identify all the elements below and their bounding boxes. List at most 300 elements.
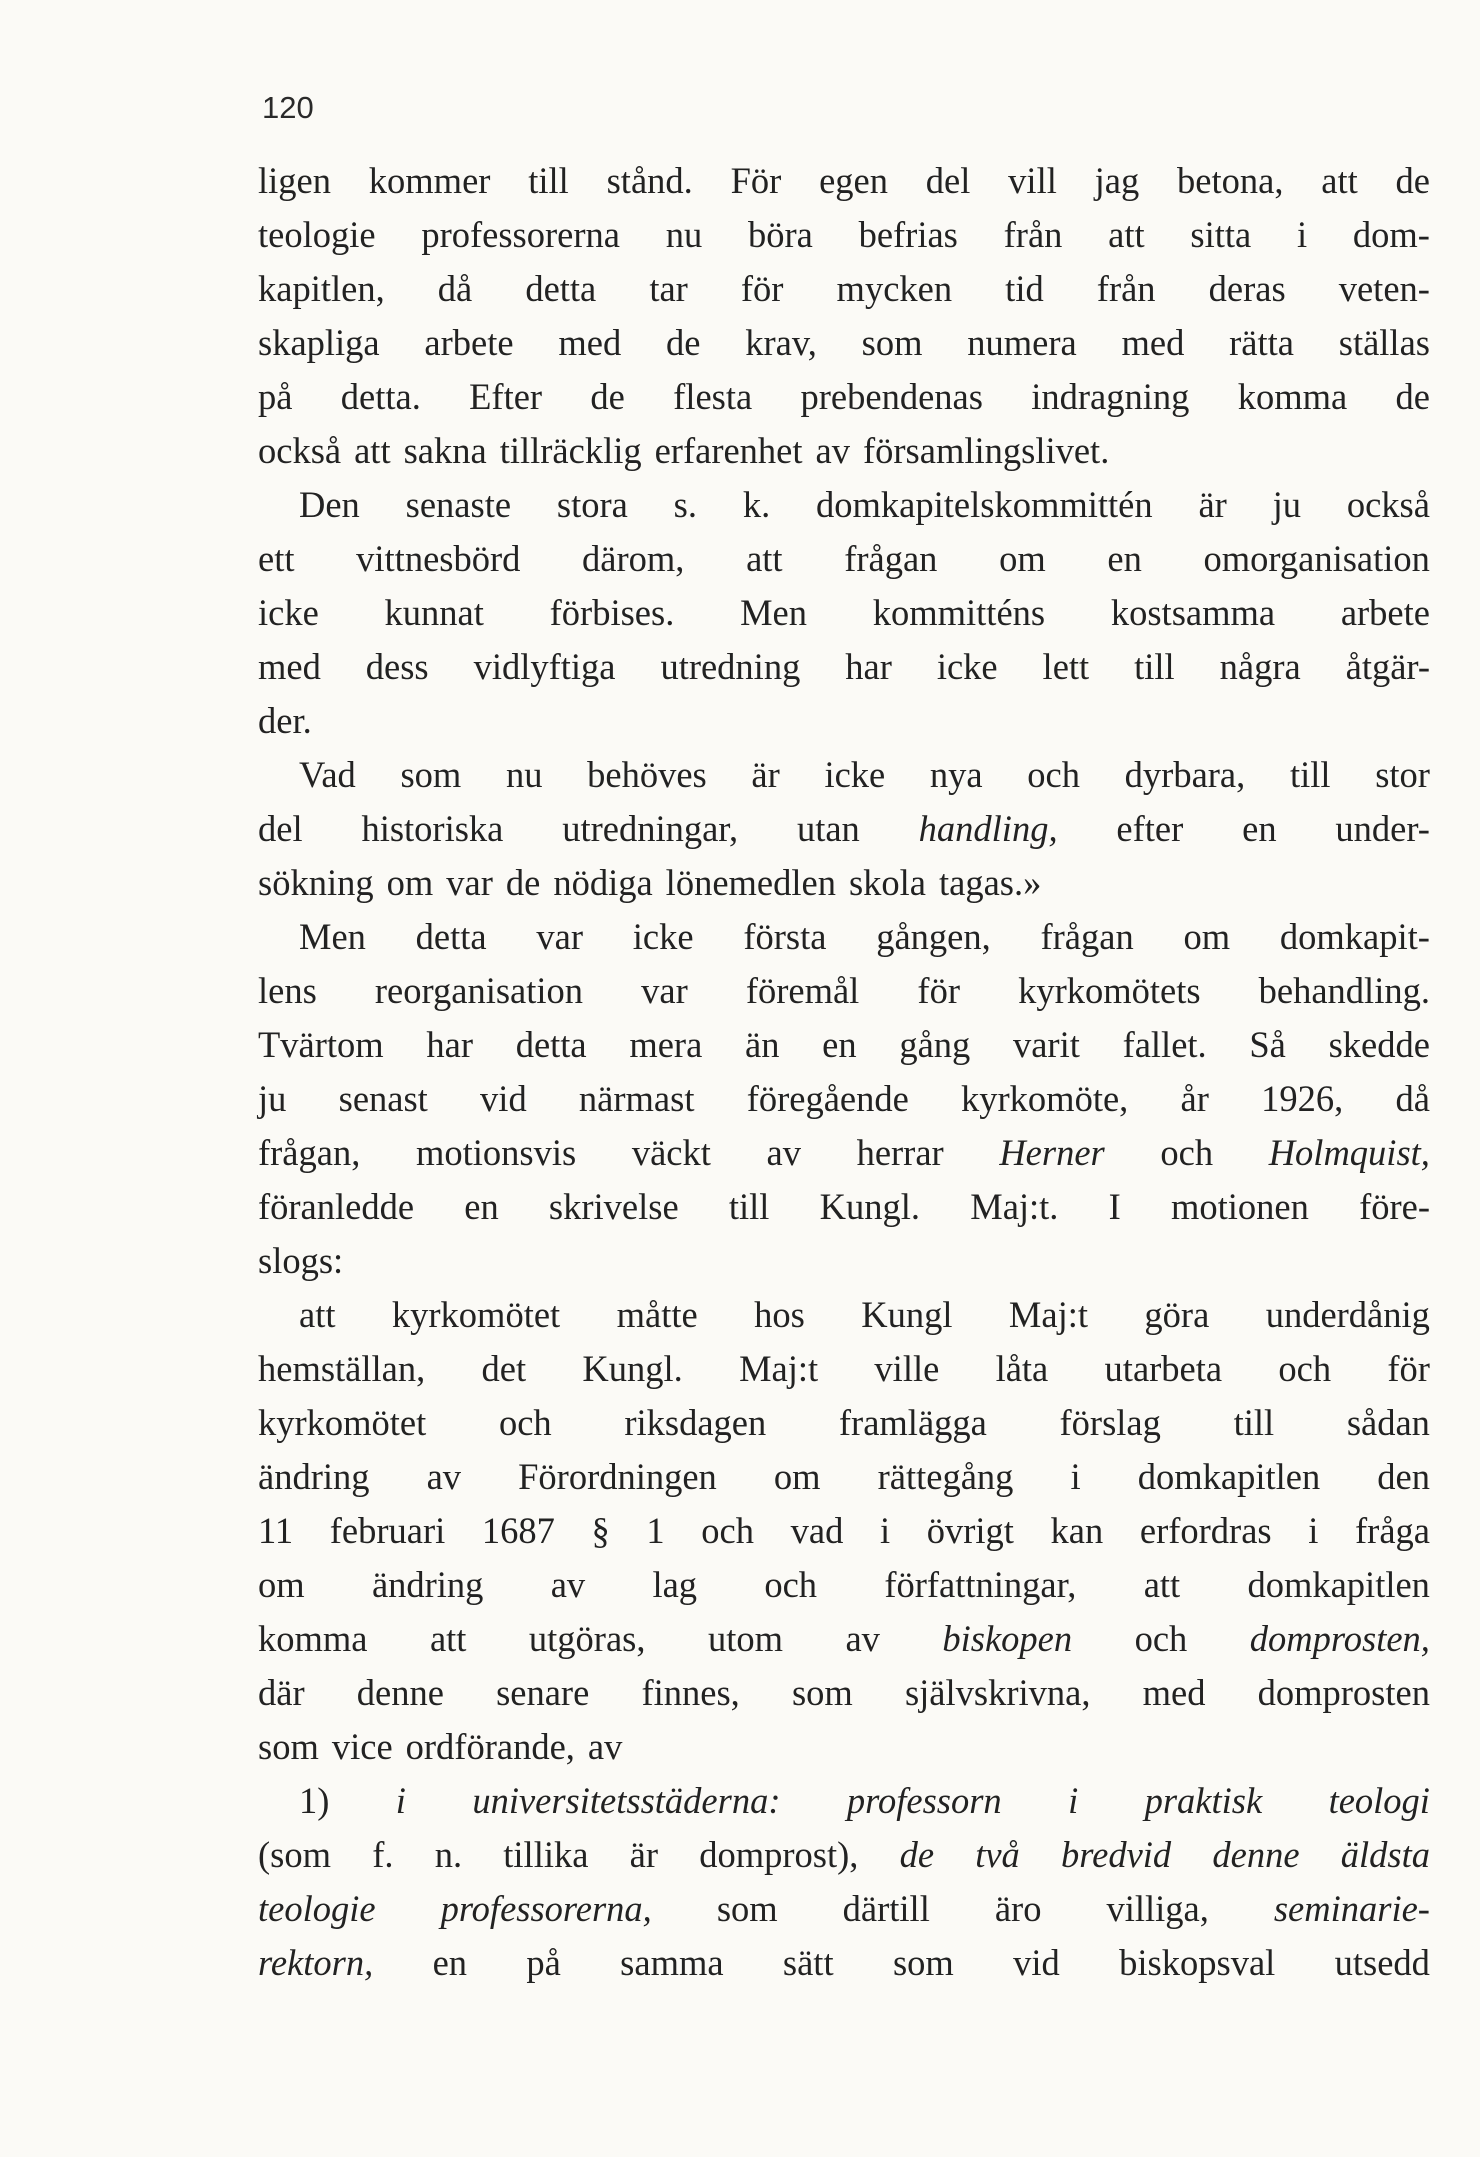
word: jag <box>1094 160 1140 201</box>
word: att <box>1108 214 1145 255</box>
word: reorganisation <box>374 970 584 1011</box>
word: riksdagen <box>624 1402 767 1443</box>
word: icke <box>632 916 694 957</box>
word: att <box>354 430 391 471</box>
word: på <box>526 1942 561 1983</box>
word: som <box>716 1888 778 1929</box>
word: hemställan, <box>258 1348 426 1389</box>
word: kostsamma <box>1110 592 1276 633</box>
word: ju <box>258 1078 287 1119</box>
word: biskopsval <box>1119 1942 1276 1983</box>
word: Maj:t <box>1008 1294 1088 1335</box>
word: indragning <box>1031 376 1190 417</box>
word: 1926, <box>1261 1078 1344 1119</box>
italic-word: praktisk <box>1144 1780 1263 1821</box>
word: komma <box>1237 376 1348 417</box>
word: ändring <box>258 1456 370 1497</box>
word: som <box>258 1726 319 1767</box>
word: självskrivna, <box>904 1672 1091 1713</box>
word: deras <box>1208 268 1286 309</box>
word: detta. <box>340 376 421 417</box>
word: För <box>730 160 782 201</box>
word: böra <box>747 214 813 255</box>
word: också <box>258 430 342 471</box>
word: kyrkomötet <box>391 1294 561 1335</box>
word: första <box>743 916 827 957</box>
word: vad <box>790 1510 844 1551</box>
word: är <box>751 754 780 795</box>
text-line <box>258 532 1430 586</box>
word: skedde <box>1328 1024 1430 1065</box>
word: av <box>587 1726 623 1767</box>
word: frågan <box>1040 916 1134 957</box>
word: omorganisation <box>1203 538 1430 579</box>
word: utan <box>796 808 860 849</box>
word: erfordras <box>1139 1510 1272 1551</box>
text-line <box>258 1828 1430 1882</box>
word: erfarenhet <box>654 430 803 471</box>
word: till <box>728 1186 770 1227</box>
text-line <box>258 856 1430 910</box>
italic-word: professorn <box>846 1780 1002 1821</box>
word: och <box>498 1402 552 1443</box>
word: att <box>746 538 783 579</box>
word: åtgär- <box>1345 646 1430 687</box>
word: och <box>1278 1348 1332 1389</box>
word: år <box>1180 1078 1209 1119</box>
word: efter <box>1116 808 1184 849</box>
word: senaste <box>405 484 512 525</box>
word: och <box>764 1564 818 1605</box>
word: till <box>1289 754 1331 795</box>
word: på <box>258 376 293 417</box>
word: I <box>1108 1186 1121 1227</box>
word: som <box>892 1942 954 1983</box>
text-line <box>258 694 1430 748</box>
word: Kungl. <box>582 1348 683 1389</box>
word: mera <box>629 1024 703 1065</box>
word: under- <box>1335 808 1430 849</box>
word: de <box>1395 376 1430 417</box>
word: nu <box>665 214 703 255</box>
word: 1687 <box>481 1510 555 1551</box>
word: och <box>1160 1132 1214 1173</box>
word: icke <box>824 754 886 795</box>
word: därom, <box>582 538 685 579</box>
word: föregående <box>746 1078 909 1119</box>
text-line <box>258 370 1430 424</box>
word: en <box>822 1024 857 1065</box>
word: mycken <box>836 268 953 309</box>
word: tar <box>649 268 688 309</box>
word: herrar <box>856 1132 944 1173</box>
word: har <box>426 1024 473 1065</box>
word: hos <box>754 1294 805 1335</box>
italic-word: rektorn, <box>258 1942 374 1983</box>
word: de <box>1395 160 1430 201</box>
word: för <box>917 970 960 1011</box>
word: vidlyftiga <box>473 646 616 687</box>
word: Förordningen <box>518 1456 717 1497</box>
word: en <box>1242 808 1277 849</box>
word: fråga <box>1355 1510 1430 1551</box>
word: med <box>558 322 622 363</box>
word: ändring <box>371 1564 484 1605</box>
word: ligen <box>258 160 331 201</box>
word: 1) <box>299 1780 330 1821</box>
word: februari <box>329 1510 446 1551</box>
word: tillika <box>503 1834 589 1875</box>
word: dom- <box>1352 214 1430 255</box>
text-line <box>258 154 1430 208</box>
word: till <box>1134 646 1175 687</box>
text-line <box>258 1558 1430 1612</box>
word: i <box>1308 1510 1319 1551</box>
body-text <box>258 154 1430 1990</box>
word: till <box>528 160 569 201</box>
word: i <box>1296 214 1308 255</box>
word: det <box>481 1348 527 1389</box>
word: kyrkomötet <box>258 1402 427 1443</box>
word: 11 <box>258 1510 294 1551</box>
text-line <box>258 1018 1430 1072</box>
word: kunnat <box>384 592 484 633</box>
text-line <box>258 478 1430 532</box>
text-line <box>258 910 1430 964</box>
text-line <box>258 586 1430 640</box>
word: f. <box>372 1834 394 1875</box>
word: till <box>1233 1402 1275 1443</box>
text-line <box>258 1126 1430 1180</box>
word: professorerna <box>421 214 620 255</box>
word: där <box>258 1672 305 1713</box>
word: äro <box>994 1888 1042 1929</box>
word: nu <box>505 754 543 795</box>
word: måtte <box>616 1294 698 1335</box>
word: föranledde <box>258 1186 415 1227</box>
word: stor <box>1375 754 1430 795</box>
word: s. <box>673 484 697 525</box>
text-line <box>258 1396 1430 1450</box>
word: dess <box>365 646 429 687</box>
word: då <box>437 268 473 309</box>
word: de <box>505 862 541 903</box>
word: då <box>1395 1078 1430 1119</box>
word: kyrkomöte, <box>961 1078 1129 1119</box>
word: och <box>701 1510 754 1551</box>
word: i <box>879 1510 891 1551</box>
italic-word: Herner <box>999 1132 1105 1173</box>
text-line <box>258 1180 1430 1234</box>
word: ville <box>874 1348 940 1389</box>
italic-word: denne <box>1212 1834 1300 1875</box>
word: rättegång <box>877 1456 1014 1497</box>
italic-word: de <box>899 1834 935 1875</box>
word: en <box>432 1942 468 1983</box>
word: utredning <box>660 646 801 687</box>
word: skapliga <box>258 322 380 363</box>
word: motionen <box>1171 1186 1309 1227</box>
word: övrigt <box>926 1510 1014 1551</box>
word: stånd. <box>606 160 693 201</box>
text-line <box>258 802 1430 856</box>
word: icke <box>258 592 319 633</box>
italic-word: bredvid <box>1061 1834 1172 1875</box>
word: samma <box>620 1942 724 1983</box>
word: utgöras, <box>528 1618 646 1659</box>
word: senast <box>338 1078 428 1119</box>
word: Kungl. <box>819 1186 921 1227</box>
word: om <box>386 862 434 903</box>
word: som <box>400 754 462 795</box>
word: rätta <box>1229 322 1294 363</box>
word: en <box>1107 538 1142 579</box>
word: de <box>590 376 625 417</box>
word: denne <box>356 1672 444 1713</box>
word: Men <box>740 592 807 633</box>
word: dyrbara, <box>1124 754 1246 795</box>
word: är <box>1198 484 1227 525</box>
word: lönemedlen <box>665 862 836 903</box>
word: utarbeta <box>1104 1348 1223 1389</box>
word: med <box>1142 1672 1206 1713</box>
text-line <box>258 1342 1430 1396</box>
word: och <box>1027 754 1080 795</box>
word: frågan <box>844 538 938 579</box>
word: att <box>1143 1564 1181 1605</box>
text-line <box>258 262 1430 316</box>
text-line <box>258 1450 1430 1504</box>
word: förbises. <box>549 592 675 633</box>
word: har <box>845 646 892 687</box>
italic-word: seminarie- <box>1273 1888 1430 1929</box>
text-line <box>258 424 1430 478</box>
word: Maj:t <box>739 1348 819 1389</box>
word: krav, <box>745 322 817 363</box>
word: utredningar, <box>562 808 739 849</box>
word: nödiga <box>553 862 653 903</box>
word: kommer <box>368 160 491 201</box>
word: Så <box>1249 1024 1286 1065</box>
word: detta <box>415 916 487 957</box>
word: varit <box>1012 1024 1080 1065</box>
word: ju <box>1272 484 1302 525</box>
word: domprosten <box>1257 1672 1430 1713</box>
word: också <box>1346 484 1430 525</box>
word: om <box>1183 916 1231 957</box>
word: gången, <box>876 916 991 957</box>
word: arbete <box>424 322 514 363</box>
word: underdånig <box>1265 1294 1430 1335</box>
text-line <box>258 1720 1430 1774</box>
word: del <box>258 808 303 849</box>
word: församlingslivet. <box>862 430 1110 471</box>
word: sätt <box>782 1942 834 1983</box>
word: närmast <box>578 1078 695 1119</box>
word: om <box>999 538 1046 579</box>
word: villiga, <box>1106 1888 1209 1929</box>
word: om <box>773 1456 821 1497</box>
italic-word: domprosten, <box>1249 1618 1430 1659</box>
italic-word: handling, <box>918 808 1058 849</box>
italic-word: biskopen <box>942 1618 1073 1659</box>
word: av <box>766 1132 801 1173</box>
text-line <box>258 1774 1430 1828</box>
word: vid <box>480 1078 527 1119</box>
word: detta <box>525 268 597 309</box>
word: vice <box>331 1726 393 1767</box>
word: från <box>1096 268 1156 309</box>
word: om <box>258 1564 305 1605</box>
word: skrivelse <box>548 1186 679 1227</box>
italic-word: äldsta <box>1340 1834 1430 1875</box>
word: författningar, <box>884 1564 1077 1605</box>
word: utom <box>707 1618 783 1659</box>
word: tid <box>1005 268 1044 309</box>
word: som <box>791 1672 853 1713</box>
word: än <box>745 1024 780 1065</box>
word: detta <box>515 1024 587 1065</box>
word: var <box>446 862 493 903</box>
italic-word: professorerna, <box>440 1888 652 1929</box>
word: med <box>258 646 321 687</box>
word: var <box>536 916 583 957</box>
word: slogs: <box>258 1240 344 1281</box>
word: befrias <box>858 214 958 255</box>
word: Vad <box>299 754 356 795</box>
word: veten- <box>1338 268 1430 309</box>
word: § <box>591 1510 610 1551</box>
italic-word: teologi <box>1328 1780 1430 1821</box>
word: var <box>641 970 688 1011</box>
word: Kungl <box>861 1294 953 1335</box>
word: 1 <box>646 1510 665 1551</box>
italic-word: i <box>395 1780 406 1821</box>
word: skola <box>848 862 926 903</box>
word: prebendenas <box>800 376 983 417</box>
word: nya <box>929 754 983 795</box>
word: ett <box>258 538 295 579</box>
word: Efter <box>469 376 543 417</box>
text-line <box>258 208 1430 262</box>
word: lag <box>652 1564 698 1605</box>
text-line <box>258 748 1430 802</box>
word: arbete <box>1340 592 1430 633</box>
word: domkapit- <box>1279 916 1430 957</box>
word: finnes, <box>641 1672 740 1713</box>
word: av <box>815 430 850 471</box>
word: teologie <box>258 214 376 255</box>
word: stora <box>556 484 628 525</box>
word: Tvärtom <box>258 1024 384 1065</box>
word: Maj:t. <box>970 1186 1059 1227</box>
text-line <box>258 1612 1430 1666</box>
word: vid <box>1013 1942 1060 1983</box>
word: tillräcklig <box>499 430 642 471</box>
word: domkapitelskommittén <box>816 484 1153 525</box>
word: en <box>464 1186 499 1227</box>
word: som <box>861 322 923 363</box>
word: (som <box>258 1834 331 1875</box>
word: av <box>426 1456 462 1497</box>
word: tagas.» <box>939 862 1042 903</box>
word: betona, <box>1177 160 1284 201</box>
page-number: 120 <box>262 90 314 125</box>
word: för <box>740 268 784 309</box>
word: att <box>429 1618 467 1659</box>
word: och <box>1134 1618 1188 1659</box>
word: ställas <box>1338 322 1430 363</box>
italic-word: Holmquist, <box>1268 1132 1430 1173</box>
word: sakna <box>403 430 487 471</box>
text-line <box>258 1666 1430 1720</box>
italic-word: universitetsstäderna: <box>472 1780 781 1821</box>
word: historiska <box>361 808 504 849</box>
word: vittnesbörd <box>356 538 521 579</box>
italic-word: i <box>1068 1780 1079 1821</box>
word: kan <box>1050 1510 1104 1551</box>
word: lens <box>258 970 317 1011</box>
text-line <box>258 1882 1430 1936</box>
word: från <box>1003 214 1063 255</box>
word: k. <box>742 484 771 525</box>
word: komma <box>258 1618 368 1659</box>
word: kyrkomötets <box>1018 970 1201 1011</box>
text-line <box>258 1234 1430 1288</box>
word: därtill <box>842 1888 930 1929</box>
text-line <box>258 1504 1430 1558</box>
text-line <box>258 1936 1430 1990</box>
word: att <box>299 1294 336 1335</box>
word: behandling. <box>1258 970 1430 1011</box>
word: är <box>629 1834 658 1875</box>
word: i <box>1070 1456 1081 1497</box>
italic-word: teologie <box>258 1888 376 1929</box>
word: med <box>1121 322 1185 363</box>
word: göra <box>1144 1294 1210 1335</box>
word: domkapitlen <box>1137 1456 1321 1497</box>
word: gång <box>899 1024 971 1065</box>
word: utsedd <box>1334 1942 1430 1983</box>
text-line <box>258 1072 1430 1126</box>
word: der. <box>258 700 312 741</box>
word: senare <box>496 1672 590 1713</box>
word: icke <box>936 646 998 687</box>
text-line <box>258 640 1430 694</box>
word: sådan <box>1346 1402 1430 1443</box>
word: egen <box>819 160 888 201</box>
word: framlägga <box>838 1402 987 1443</box>
word: frågan, <box>258 1132 361 1173</box>
word: kapitlen, <box>258 268 385 309</box>
word: numera <box>967 322 1077 363</box>
word: domkapitlen <box>1247 1564 1430 1605</box>
word: ordförande, <box>405 1726 575 1767</box>
word: sitta <box>1190 214 1252 255</box>
word: av <box>550 1564 586 1605</box>
word: föremål <box>745 970 860 1011</box>
word: låta <box>995 1348 1049 1389</box>
word: fallet. <box>1122 1024 1207 1065</box>
word: av <box>845 1618 880 1659</box>
word: väckt <box>631 1132 711 1173</box>
word: före- <box>1359 1186 1430 1227</box>
word: Den <box>299 484 360 525</box>
word: n. <box>434 1834 463 1875</box>
text-line <box>258 316 1430 370</box>
word: att <box>1321 160 1358 201</box>
word: sökning <box>258 862 374 903</box>
